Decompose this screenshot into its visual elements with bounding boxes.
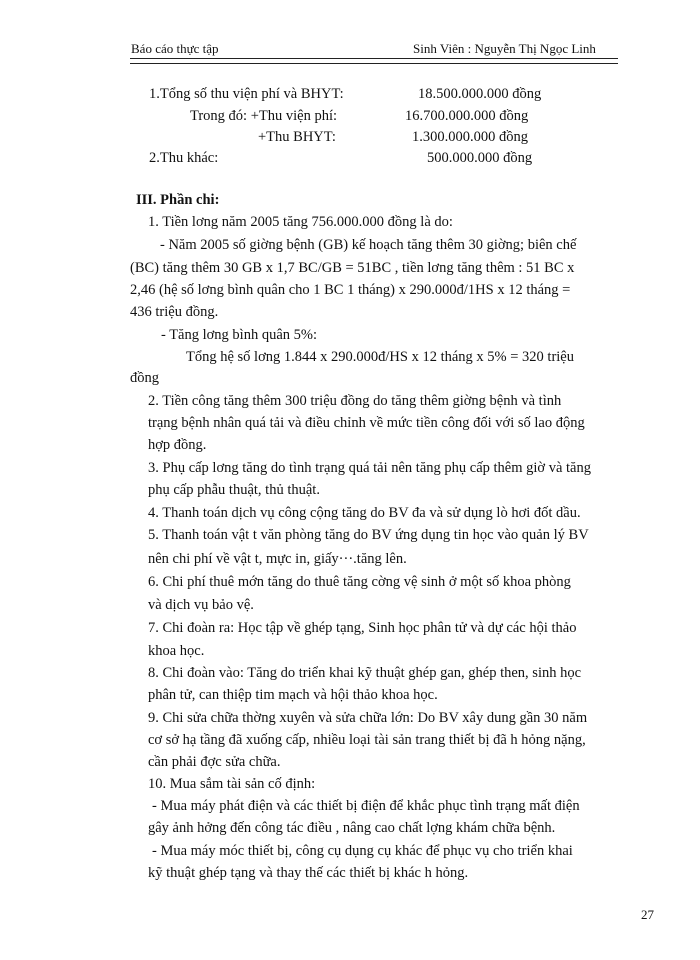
body-line: trạng bệnh nhân quá tải và điều chỉnh về mức tiền công đối với số lao động bbox=[148, 415, 585, 431]
body-line: - Tăng lơng bình quân 5%: bbox=[161, 327, 318, 343]
body-line: cần phải đợc sửa chữa. bbox=[148, 754, 281, 770]
body-line: 5. Thanh toán vật t văn phòng tăng do BV ứng dụng tin học vào quản lý BV bbox=[148, 527, 589, 543]
summary-label-other: 2.Thu khác: bbox=[149, 150, 219, 166]
body-line: hợp đồng. bbox=[148, 437, 207, 453]
body-line: 10. Mua sắm tài sản cố định: bbox=[148, 776, 316, 792]
body-line: 2. Tiền công tăng thêm 300 triệu đồng do tăng thêm giờng bệnh và tình bbox=[148, 393, 562, 409]
body-line: phụ cấp phẫu thuật, thủ thuật. bbox=[148, 482, 320, 498]
body-line: - Mua máy phát điện và các thiết bị điện để khắc phục tình trạng mất điện bbox=[152, 798, 580, 814]
body-line: và dịch vụ bảo vệ. bbox=[148, 597, 254, 613]
summary-value-fees: 16.700.000.000 đồng bbox=[405, 108, 529, 124]
body-line: Tổng hệ số lơng 1.844 x 290.000đ/HS x 12 tháng x 5% = 320 triệu bbox=[186, 349, 574, 365]
body-line: 8. Chi đoàn vào: Tăng do triển khai kỹ thuật ghép gan, ghép then, sinh học bbox=[148, 665, 582, 681]
body-line: cơ sở hạ tầng đã xuống cấp, nhiều loại tài sản trang thiết bị đã h hỏng nặng, bbox=[148, 732, 586, 748]
summary-label-fees: Trong đó: +Thu viện phí: bbox=[190, 108, 338, 124]
summary-value-other: 500.000.000 đồng bbox=[427, 150, 533, 166]
body-line: khoa học. bbox=[148, 643, 205, 659]
body-line: 1. Tiền lơng năm 2005 tăng 756.000.000 đồng là do: bbox=[148, 214, 453, 230]
summary-value-total: 18.500.000.000 đồng bbox=[418, 86, 542, 102]
body-line: 7. Chi đoàn ra: Học tập về ghép tạng, Sinh học phân tử và dự các hội thảo bbox=[148, 620, 577, 636]
header-double-rule bbox=[130, 58, 618, 64]
body-line: - Mua máy móc thiết bị, công cụ dụng cụ khác để phục vụ cho triển khai bbox=[152, 843, 573, 859]
body-line: nên chi phí về vật t, mực in, giấy···.tăng lên. bbox=[148, 551, 407, 567]
section-title: III. Phần chi: bbox=[136, 192, 220, 208]
body-line: 9. Chi sửa chữa thờng xuyên và sửa chữa lớn: Do BV xây dung gần 30 năm bbox=[148, 710, 588, 726]
header-student-name: Sinh Viên : Nguyễn Thị Ngọc Linh bbox=[413, 41, 596, 56]
body-line: 6. Chi phí thuê mớn tăng do thuê tăng cờng vệ sinh ở một số khoa phòng bbox=[148, 574, 571, 590]
body-line: (BC) tăng thêm 30 GB x 1,7 BC/GB = 51BC , tiền lơng tăng thêm : 51 BC x bbox=[130, 260, 575, 276]
body-line: 3. Phụ cấp lơng tăng do tình trạng quá tải nên tăng phụ cấp thêm giờ và tăng bbox=[148, 460, 591, 476]
body-line: 436 triệu đồng. bbox=[130, 304, 219, 320]
body-line: phân tử, can thiệp tim mạch và hội thảo khoa học. bbox=[148, 687, 438, 703]
body-line: 2,46 (hệ số lơng bình quân cho 1 BC 1 tháng) x 290.000đ/1HS x 12 tháng = bbox=[130, 282, 571, 298]
summary-label-total: 1.Tổng số thu viện phí và BHYT: bbox=[149, 86, 344, 102]
body-line: gây ảnh hởng đến công tác điều , nâng cao chất lợng khám chữa bệnh. bbox=[148, 820, 556, 836]
body-line: 4. Thanh toán dịch vụ công cộng tăng do BV đa và sử dụng lò hơi đốt dầu. bbox=[148, 505, 581, 521]
summary-value-insurance: 1.300.000.000 đồng bbox=[412, 129, 528, 145]
summary-label-insurance: +Thu BHYT: bbox=[258, 129, 336, 145]
header-report-title: Báo cáo thực tập bbox=[131, 41, 219, 56]
page-number: 27 bbox=[641, 907, 654, 922]
body-line: - Năm 2005 số giờng bệnh (GB) kế hoạch tăng thêm 30 giờng; biên chế bbox=[160, 237, 577, 253]
body-line: đồng bbox=[130, 370, 159, 386]
body-line: kỹ thuật ghép tạng và thay thế các thiết bị khác h hỏng. bbox=[148, 865, 469, 881]
